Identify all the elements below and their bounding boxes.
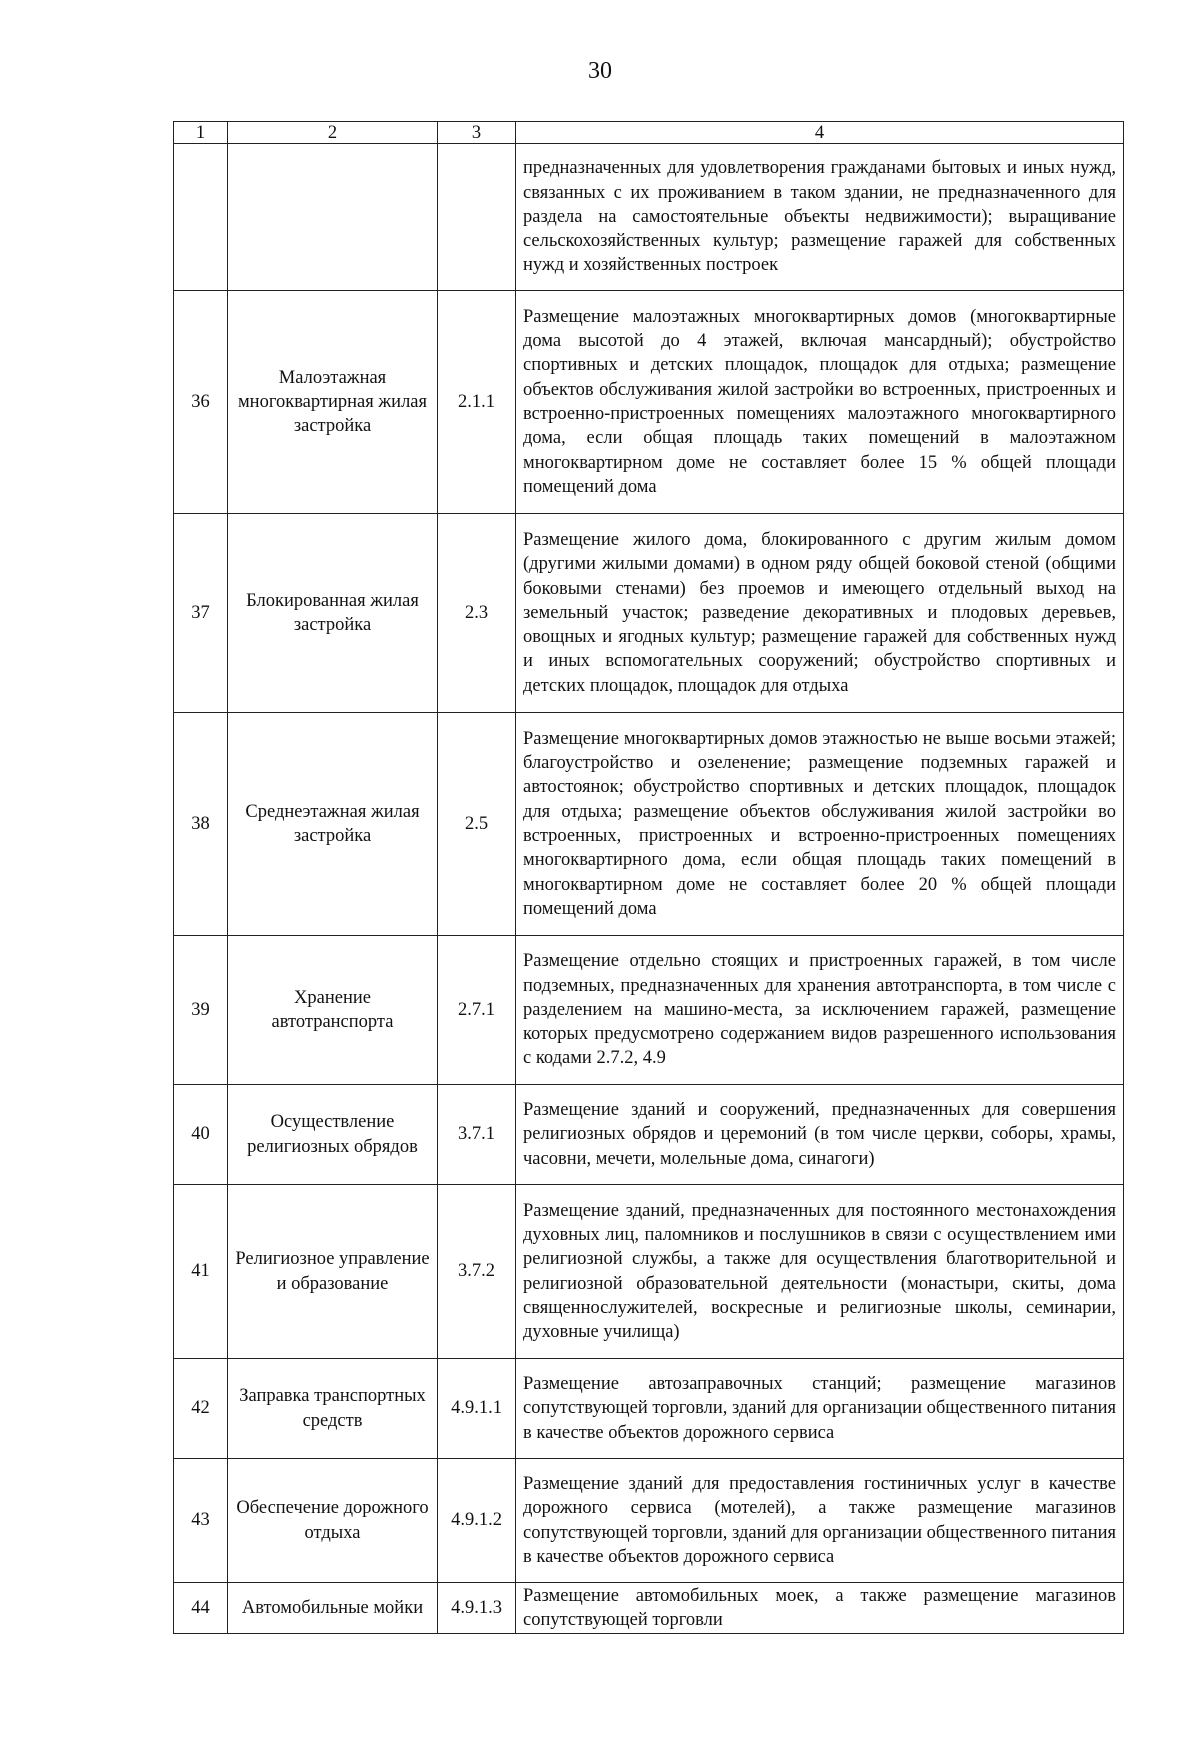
use-type-name: Малоэтажная многоквартирная жилая застройка	[228, 291, 438, 514]
use-type-description: Размещение отдельно стоящих и пристроенных гаражей, в том числе подземных, предназначенных для хранения автотранспорта, в том числе с разделением на машино-места, за исключением гаражей, размещение которых предусмотрено содержанием видов разрешенного использования с кодами 2.7.2, 4.9	[516, 936, 1124, 1085]
header-row	[174, 122, 1124, 144]
use-type-name: Хранение автотранспорта	[228, 936, 438, 1085]
table-row	[174, 936, 1124, 1085]
table-row	[174, 1185, 1124, 1359]
row-number: 36	[174, 291, 228, 514]
header-cell-2: 2	[228, 122, 438, 144]
use-type-name: Среднеэтажная жилая застройка	[228, 713, 438, 936]
use-type-code	[438, 144, 516, 291]
row-number: 38	[174, 713, 228, 936]
row-number: 39	[174, 936, 228, 1085]
row-number: 41	[174, 1185, 228, 1359]
use-type-code: 2.5	[438, 713, 516, 936]
use-type-code: 2.7.1	[438, 936, 516, 1085]
use-type-name: Осуществление религиозных обрядов	[228, 1085, 438, 1185]
use-type-description: Размещение автомобильных моек, а также размещение магазинов сопутствующей торговли	[516, 1583, 1124, 1634]
use-type-description: Размещение автозаправочных станций; размещение магазинов сопутствующей торговли, зданий для организации общественного питания в качестве объектов дорожного сервиса	[516, 1359, 1124, 1459]
row-number: 43	[174, 1459, 228, 1583]
table-row	[174, 514, 1124, 713]
use-type-description: Размещение многоквартирных домов этажностью не выше восьми этажей; благоустройство и озеленение; размещение подземных гаражей и автостоянок; обустройство спортивных и детских площадок, площадок для отдыха; размещение объектов обслуживания жилой застройки во встроенных, пристроенных и встроенно-пристроенных помещениях многоквартирного дома, если общая площадь таких помещений в многоквартирном доме не составляет более 20 % общей площади помещений дома	[516, 713, 1124, 936]
table-row	[174, 1459, 1124, 1583]
use-type-code: 4.9.1.3	[438, 1583, 516, 1634]
use-type-code: 3.7.1	[438, 1085, 516, 1185]
table-row	[174, 1583, 1124, 1634]
table-row	[174, 1359, 1124, 1459]
table-row	[174, 713, 1124, 936]
table-row	[174, 291, 1124, 514]
use-type-name: Обеспечение дорожного отдыха	[228, 1459, 438, 1583]
use-type-name	[228, 144, 438, 291]
page-number: 30	[588, 58, 612, 84]
use-type-description: Размещение жилого дома, блокированного с другим жилым домом (другими жилыми домами) в одном ряду общей боковой стеной (общими боковыми стенами) без проемов и имеющего отдельный выход на земельный участок; разведение декоративных и плодовых деревьев, овощных и ягодных культур; размещение гаражей для собственных нужд и иных вспомогательных сооружений; обустройство спортивных и детских площадок, площадок для отдыха	[516, 514, 1124, 713]
use-type-description: Размещение зданий для предоставления гостиничных услуг в качестве дорожного сервиса (мотелей), а также размещение магазинов сопутствующей торговли, зданий для организации общественного питания в качестве объектов дорожного сервиса	[516, 1459, 1124, 1583]
use-type-name: Религиозное управление и образование	[228, 1185, 438, 1359]
use-type-name: Блокированная жилая застройка	[228, 514, 438, 713]
use-type-code: 2.3	[438, 514, 516, 713]
land-use-table	[173, 121, 1124, 1634]
header-cell-3: 3	[438, 122, 516, 144]
use-type-code: 4.9.1.2	[438, 1459, 516, 1583]
use-type-name: Заправка транспортных средств	[228, 1359, 438, 1459]
table-row	[174, 144, 1124, 291]
row-number	[174, 144, 228, 291]
row-number: 40	[174, 1085, 228, 1185]
use-type-code: 3.7.2	[438, 1185, 516, 1359]
use-type-description: Размещение зданий и сооружений, предназначенных для совершения религиозных обрядов и церемоний (в том числе церкви, соборы, храмы, часовни, мечети, молельные дома, синагоги)	[516, 1085, 1124, 1185]
row-number: 42	[174, 1359, 228, 1459]
use-type-name: Автомобильные мойки	[228, 1583, 438, 1634]
use-type-description: Размещение зданий, предназначенных для постоянного местонахождения духовных лиц, паломников и послушников в связи с осуществлением ими религиозной службы, а также для осуществления благотворительной и религиозной образовательной деятельности (монастыри, скиты, дома священнослужителей, воскресные и религиозные школы, семинарии, духовные училища)	[516, 1185, 1124, 1359]
use-type-code: 2.1.1	[438, 291, 516, 514]
row-number: 44	[174, 1583, 228, 1634]
header-cell-1: 1	[174, 122, 228, 144]
use-type-description: предназначенных для удовлетворения гражданами бытовых и иных нужд, связанных с их проживанием в таком здании, не предназначенного для раздела на самостоятельные объекты недвижимости); выращивание сельскохозяйственных культур; размещение гаражей для собственных нужд и хозяйственных построек	[516, 144, 1124, 291]
header-cell-4: 4	[516, 122, 1124, 144]
row-number: 37	[174, 514, 228, 713]
table-row	[174, 1085, 1124, 1185]
use-type-code: 4.9.1.1	[438, 1359, 516, 1459]
use-type-description: Размещение малоэтажных многоквартирных домов (многоквартирные дома высотой до 4 этажей, включая мансардный); обустройство спортивных и детских площадок, площадок для отдыха; размещение объектов обслуживания жилой застройки во встроенных, пристроенных и встроенно-пристроенных помещениях малоэтажного многоквартирного дома, если общая площадь таких помещений в малоэтажном многоквартирном доме не составляет более 15 % общей площади помещений дома	[516, 291, 1124, 514]
